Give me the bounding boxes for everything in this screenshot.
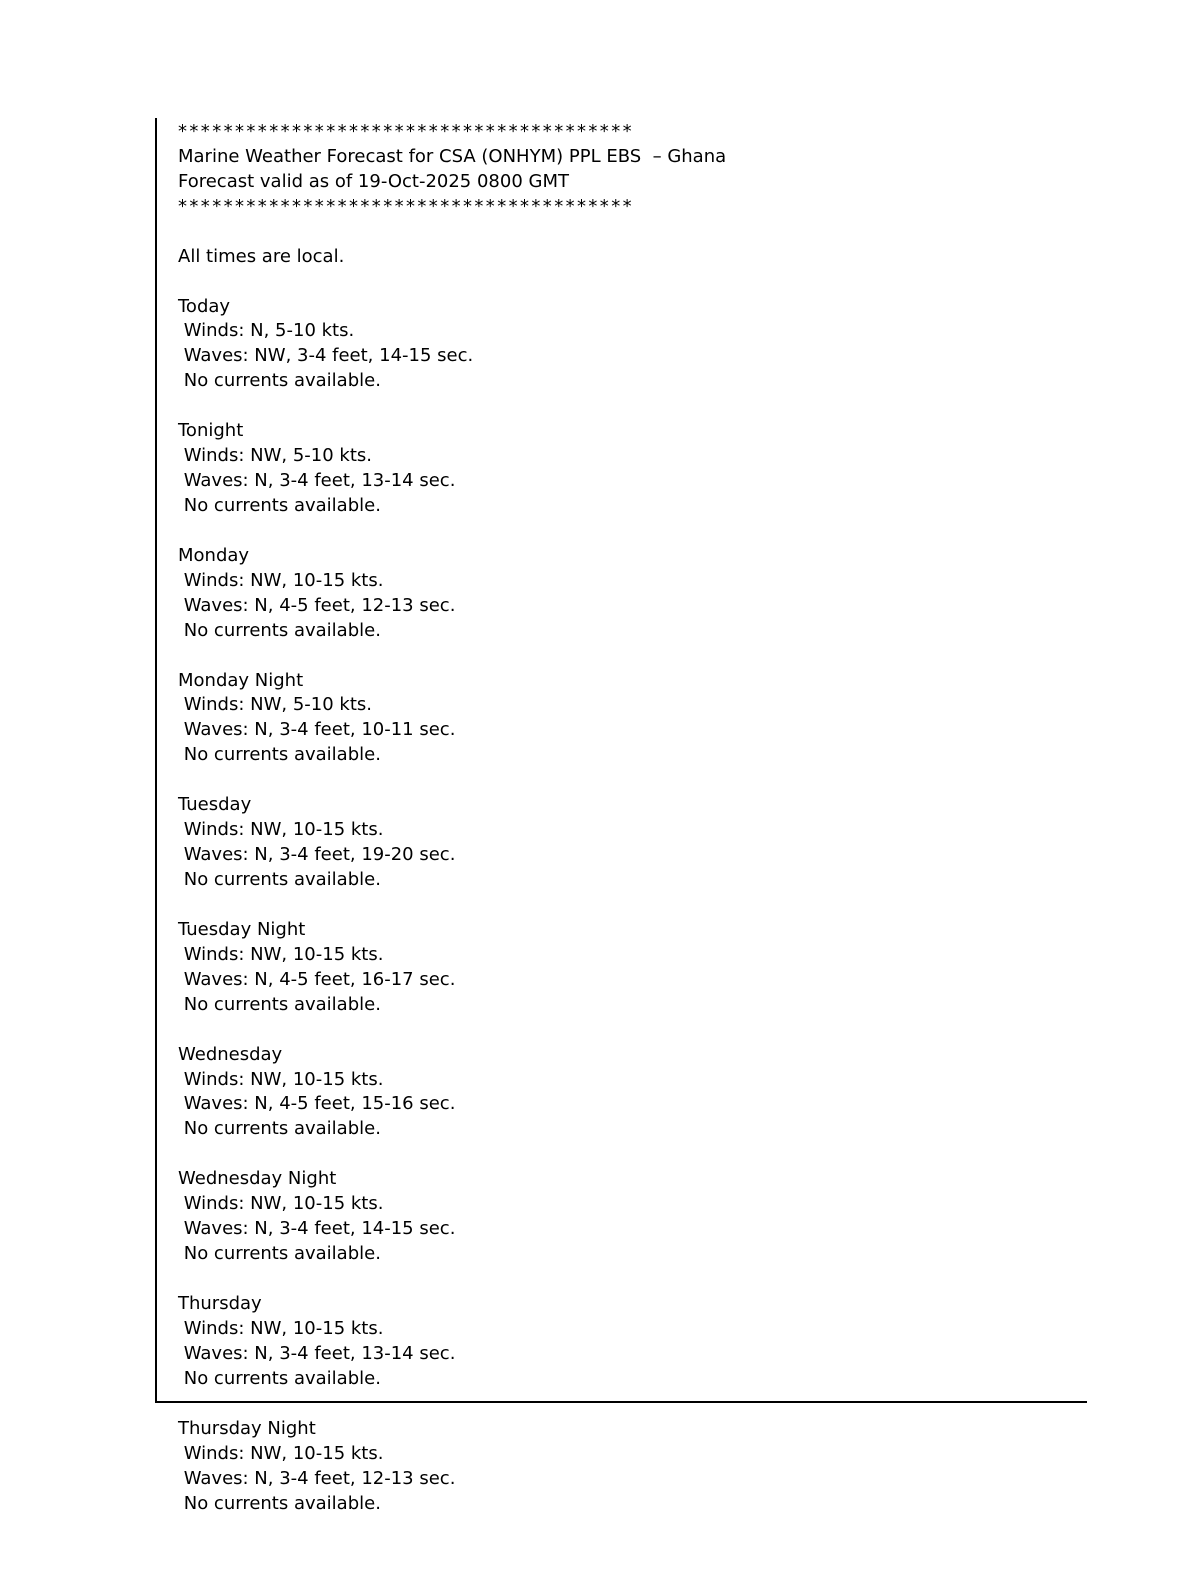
- winds-line: Winds: NW, 10-15 kts.: [178, 569, 384, 591]
- blank-line: [178, 220, 1077, 245]
- overflow-text-area: [155, 1417, 1087, 1517]
- winds-line: Winds: NW, 5-10 kts.: [178, 694, 372, 716]
- winds-line: Winds: NW, 10-15 kts.: [178, 1068, 384, 1090]
- winds-line: Winds: NW, 10-15 kts.: [178, 1317, 384, 1339]
- winds-line: Winds: NW, 10-15 kts.: [178, 943, 384, 965]
- blank-line: [178, 394, 1077, 419]
- waves-line: Waves: N, 3-4 feet, 14-15 sec.: [178, 1218, 456, 1240]
- waves-line: Waves: N, 4-5 feet, 12-13 sec.: [178, 594, 456, 616]
- forecast-text-box: [155, 118, 1087, 1403]
- currents-line: No currents available.: [178, 1367, 381, 1389]
- blank-line: [178, 1018, 1077, 1043]
- separator-line-top: ****************************************: [178, 121, 634, 142]
- forecast-section-tuesday-night: [178, 918, 1077, 1043]
- blank-line: [178, 644, 1077, 669]
- currents-line: No currents available.: [178, 1118, 381, 1140]
- currents-line: No currents available.: [178, 1492, 381, 1514]
- forecast-section-wednesday-night: [178, 1167, 1077, 1292]
- waves-line: Waves: N, 4-5 feet, 15-16 sec.: [178, 1093, 456, 1115]
- winds-line: Winds: NW, 10-15 kts.: [178, 1193, 384, 1215]
- section-heading: Wednesday Night: [178, 1168, 337, 1190]
- waves-line: Waves: N, 4-5 feet, 16-17 sec.: [178, 968, 456, 990]
- currents-line: No currents available.: [178, 495, 381, 517]
- waves-line: Waves: N, 3-4 feet, 13-14 sec.: [178, 470, 456, 492]
- blank-line: [178, 893, 1077, 918]
- blank-line: [178, 270, 1077, 295]
- section-heading: Today: [178, 295, 231, 317]
- winds-line: Winds: N, 5-10 kts.: [178, 320, 355, 342]
- separator-line-bottom: ****************************************: [178, 195, 634, 217]
- currents-line: No currents available.: [178, 744, 381, 766]
- forecast-section-thursday-night: [178, 1417, 1087, 1517]
- section-heading: Thursday Night: [178, 1418, 316, 1439]
- forecast-section-tonight: [178, 419, 1077, 544]
- section-heading: Wednesday: [178, 1043, 283, 1065]
- forecast-section-monday-night: [178, 669, 1077, 794]
- section-heading: Tuesday: [178, 794, 252, 816]
- currents-line: No currents available.: [178, 993, 381, 1015]
- winds-line: Winds: NW, 10-15 kts.: [178, 1442, 384, 1464]
- forecast-valid-line: Forecast valid as of 19-Oct-2025 0800 GMT: [178, 170, 569, 192]
- blank-line: [178, 1267, 1077, 1292]
- currents-line: No currents available.: [178, 619, 381, 641]
- forecast-section-tuesday: [178, 793, 1077, 918]
- forecast-section-monday: [178, 544, 1077, 669]
- waves-line: Waves: N, 3-4 feet, 10-11 sec.: [178, 719, 456, 741]
- blank-line: [178, 768, 1077, 793]
- section-heading: Thursday: [178, 1292, 262, 1314]
- section-heading: Tonight: [178, 420, 244, 442]
- forecast-section-today: [178, 295, 1077, 420]
- winds-line: Winds: NW, 5-10 kts.: [178, 445, 372, 467]
- document-title: Marine Weather Forecast for CSA (ONHYM) PPL EBS – Ghana: [178, 145, 727, 167]
- times-note: All times are local.: [178, 245, 345, 267]
- forecast-section-thursday: [178, 1292, 1077, 1392]
- blank-line: [178, 519, 1077, 544]
- waves-line: Waves: N, 3-4 feet, 13-14 sec.: [178, 1342, 456, 1364]
- blank-line: [178, 1142, 1077, 1167]
- waves-line: Waves: N, 3-4 feet, 12-13 sec.: [178, 1467, 456, 1489]
- currents-line: No currents available.: [178, 869, 381, 891]
- waves-line: Waves: NW, 3-4 feet, 14-15 sec.: [178, 345, 474, 367]
- section-heading: Monday: [178, 544, 250, 566]
- forecast-section-wednesday: [178, 1043, 1077, 1168]
- section-heading: Tuesday Night: [178, 918, 306, 940]
- currents-line: No currents available.: [178, 370, 381, 392]
- waves-line: Waves: N, 3-4 feet, 19-20 sec.: [178, 844, 456, 866]
- currents-line: No currents available.: [178, 1243, 381, 1265]
- section-heading: Monday Night: [178, 669, 304, 691]
- winds-line: Winds: NW, 10-15 kts.: [178, 819, 384, 841]
